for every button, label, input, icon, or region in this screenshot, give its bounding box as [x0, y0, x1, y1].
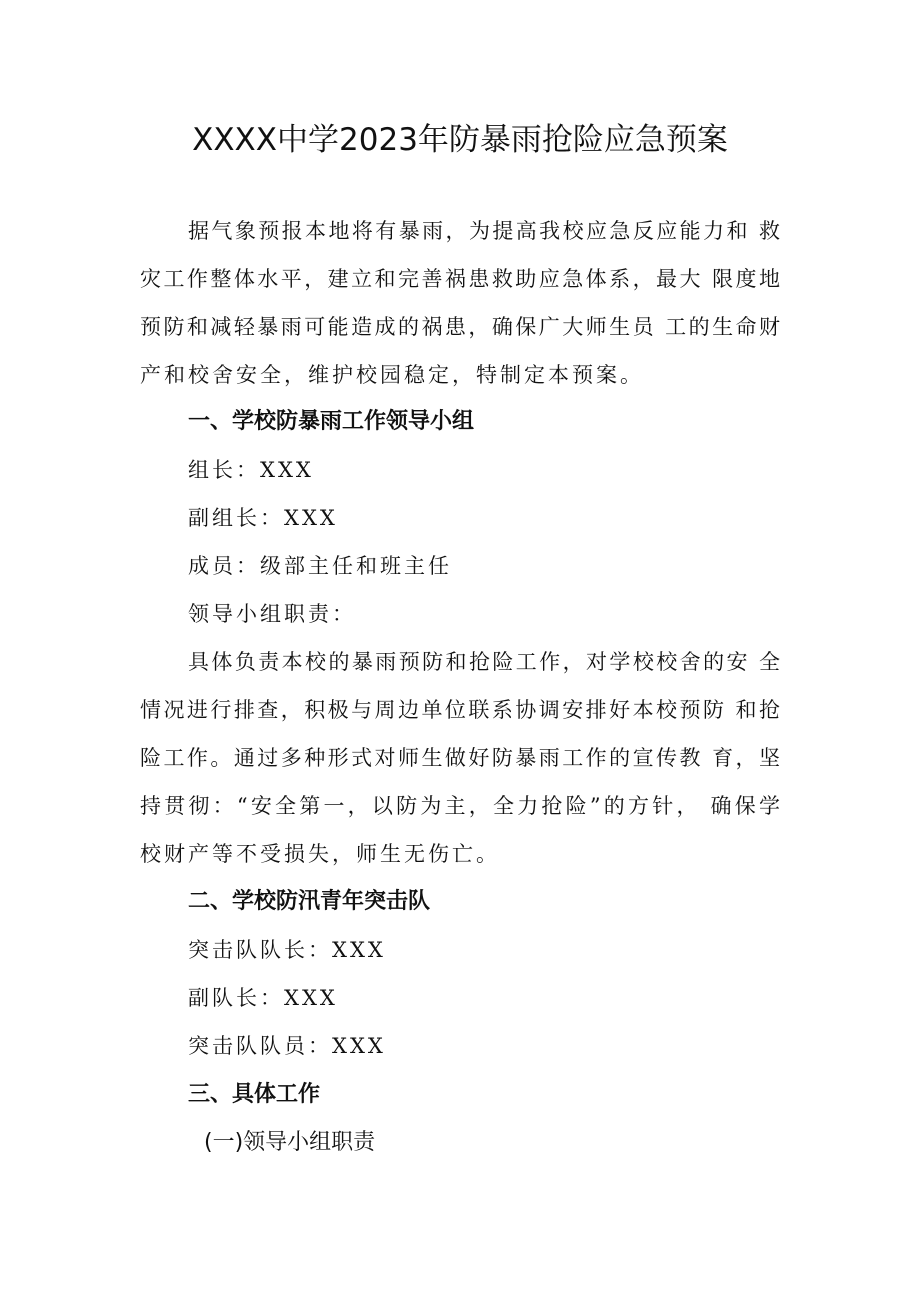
paragraph-line: 灾工作整体水平，建立和完善祸患救助应急体系，最大 限度地: [140, 267, 780, 291]
subsection-heading: (一)领导小组职责: [204, 1130, 376, 1155]
text-line: 成员：级部主任和班主任: [188, 554, 452, 578]
paragraph-line: 预防和减轻暴雨可能造成的祸患，确保广大师生员 工的生命财: [140, 315, 780, 339]
text-line: 突击队队员：XXX: [188, 1034, 386, 1058]
section-heading: 一、学校防暴雨工作领导小组: [188, 409, 475, 434]
paragraph-line: 具体负责本校的暴雨预防和抢险工作，对学校校舍的安 全: [188, 650, 780, 674]
text-line: 副组长：XXX: [188, 506, 338, 530]
text-line: 组长：XXX: [188, 458, 314, 482]
paragraph-line: 持贯彻：“安全第一，以防为主，全力抢险”的方针， 确保学: [140, 794, 780, 818]
paragraph-line: 险工作。通过多种形式对师生做好防暴雨工作的宣传教 育，坚: [140, 746, 780, 770]
section-heading: 三、具体工作: [188, 1082, 321, 1107]
paragraph-line: 据气象预报本地将有暴雨，为提高我校应急反应能力和 救: [188, 219, 780, 243]
text-line: 突击队队长：XXX: [188, 938, 386, 962]
text-line: 副队长：XXX: [188, 986, 338, 1010]
paragraph-line: 情况进行排查，积极与周边单位联系协调安排好本校预防 和抢: [140, 698, 780, 722]
document-title: XXXX中学2023年防暴雨抢险应急预案: [192, 122, 728, 158]
section-heading: 二、学校防汛青年突击队: [188, 889, 431, 914]
paragraph-line: 校财产等不受损失，师生无伤亡。: [140, 842, 500, 866]
paragraph-line: 产和校舍安全，维护校园稳定，特制定本预案。: [140, 363, 644, 387]
text-line: 领导小组职责：: [188, 602, 356, 626]
